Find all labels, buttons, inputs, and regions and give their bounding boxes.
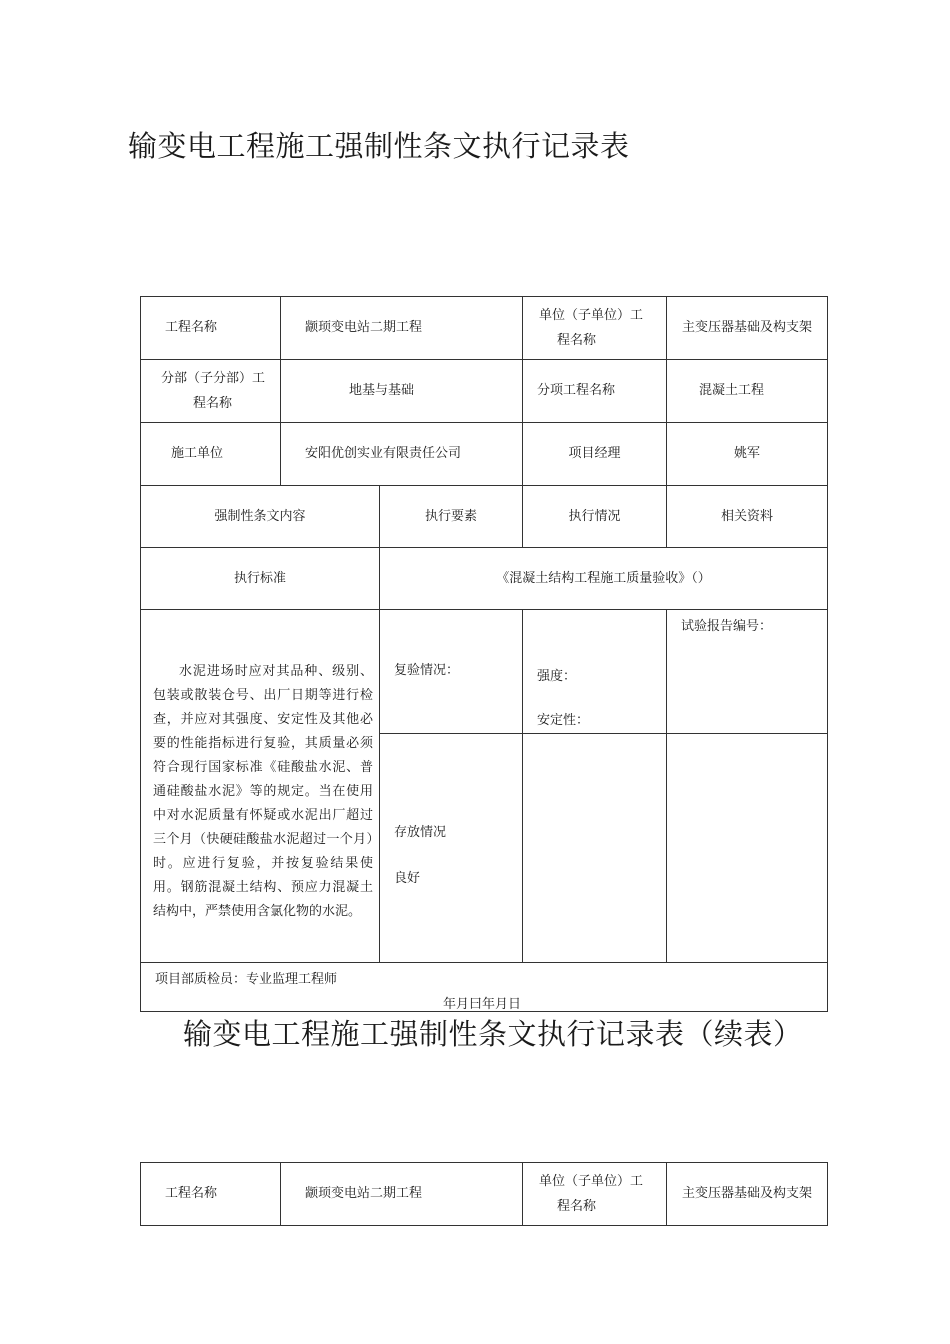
project-name-value: 颛顼变电站二期工程 [281,1163,523,1226]
unit-name-label-line2: 程名称 [557,333,597,348]
stability-label: 安定性： [537,713,590,728]
unit-name-label-line1: 单位（子单位）工 [539,308,644,323]
storage-status-cell [523,734,667,963]
review-label: 复验情况： [394,663,460,678]
form-row-review [141,610,828,734]
report-no-label: 试验报告编号： [681,619,773,634]
division-label-line1: 分部（子分部）工 [161,371,266,386]
storage-label: 存放情况 [394,825,447,840]
date-line: 年月曰年月日 [443,997,522,1012]
subitem-value: 混凝土工程 [667,360,828,423]
form-row-signers [141,963,828,1012]
record-form-table [140,296,828,1012]
manager-label: 项目经理 [523,423,667,486]
form-row-contractor [141,423,828,486]
manager-value: 姚军 [667,423,828,486]
unit-name-label [523,297,667,360]
review-cell [380,610,523,734]
storage-docs-cell [667,734,828,963]
form-row-column-headers [141,486,828,548]
project-name-label: 工程名称 [141,1163,281,1226]
project-name-value: 颛顼变电站二期工程 [281,297,523,360]
col-header-status: 执行情况 [523,486,667,548]
report-cell [667,610,828,734]
standard-value: 《混凝土结构工程施工质量验收》（） [380,548,828,610]
col-header-clause: 强制性条文内容 [141,486,380,548]
col-header-docs: 相关资料 [667,486,828,548]
form-row-standard [141,548,828,610]
form-row-division [141,360,828,423]
signers-line: 项目部质检员：专业监理工程师 [155,972,338,987]
form-row-project [141,297,828,360]
contractor-label: 施工单位 [141,423,281,486]
review-result-cell [523,610,667,734]
unit-name-value: 主变压器基础及构支架 [667,297,828,360]
division-value: 地基与基础 [281,360,523,423]
project-name-label: 工程名称 [141,297,281,360]
division-label [141,360,281,423]
storage-cell [380,734,523,963]
signer-cell [141,963,828,1012]
storage-value: 良好 [394,871,421,886]
clause-text: 水泥进场时应对其品种、级别、包装或散装仓号、出厂日期等进行检查，并应对其强度、安定性及其他必要的性能指标进行复验，其质量必须符合现行国家标准《硅酸盐水泥、普通硅酸盐水泥》等的规定。当在使用中对水泥质量有怀疑或水泥出厂超过三个月（快硬硅酸盐水泥超过一个月）时。应进行复验，并按复验结果使用。钢筋混凝土结构、预应力混凝土结构中，严禁使用含氯化物的水泥。 [153,664,373,919]
contractor-value: 安阳优创实业有限责任公司 [281,423,523,486]
col-header-elements: 执行要素 [380,486,523,548]
record-form-table-continued [140,1162,828,1226]
unit-name-label [523,1163,667,1226]
subitem-label: 分项工程名称 [523,360,667,423]
unit-name-label-line2: 程名称 [557,1199,597,1214]
division-label-line2: 程名称 [193,396,233,411]
clause-content [141,610,380,963]
unit-name-value: 主变压器基础及构支架 [667,1163,828,1226]
form-row-project [141,1163,828,1226]
standard-label: 执行标准 [141,548,380,610]
continued-title: 输变电工程施工强制性条文执行记录表（续表） [183,1017,803,1051]
page-title: 输变电工程施工强制性条文执行记录表 [128,129,630,163]
strength-label: 强度： [537,669,577,684]
unit-name-label-line1: 单位（子单位）工 [539,1174,644,1189]
